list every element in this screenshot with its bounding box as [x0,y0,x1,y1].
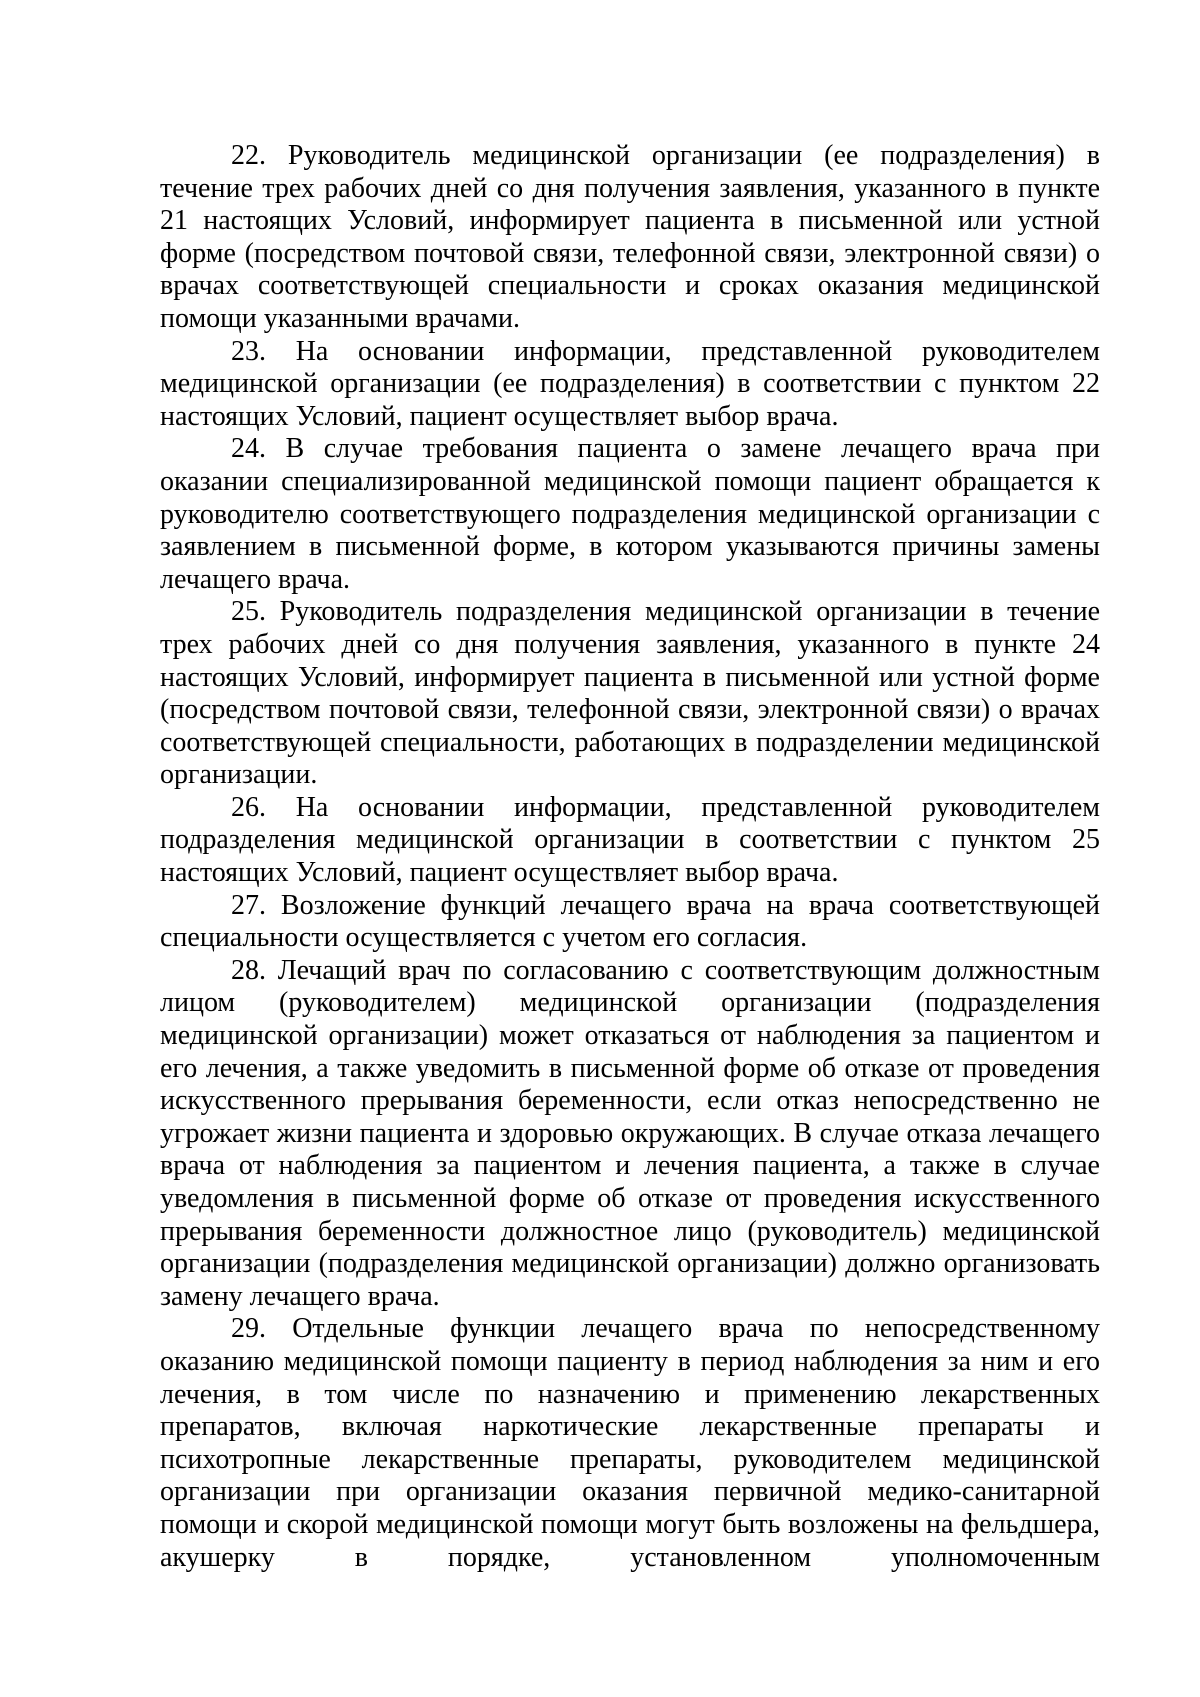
paragraph-22: 22. Руководитель медицинской организации (ее подразделения) в течение трех рабочих дней со дня получения заявления, указанного в пункте 21 настоящих Условий, информирует пациента в письменной или устной форме (посредством почтовой связи, телефонной связи, электронной связи) о врачах соответствующей специальности и сроках оказания медицинской помощи указанными врачами. [160,140,1100,334]
paragraph-24: 24. В случае требования пациента о замене лечащего врача при оказании специализированной медицинской помощи пациент обращается к руководителю соответствующего подразделения медицинской организации с заявлением в письменной форме, в котором указываются причины замены лечащего врача. [160,433,1100,595]
paragraph-23: 23. На основании информации, представленной руководителем медицинской организации (ее подразделения) в соответствии с пунктом 22 настоящих Условий, пациент осуществляет выбор врача. [160,335,1100,432]
paragraph-28: 28. Лечащий врач по согласованию с соответствующим должностным лицом (руководителем) медицинской организации (подразделения медицинской организации) может отказаться от наблюдения за пациентом и его лечения, а также уведомить в письменной форме об отказе от проведения искусственного прерывания беременности, если отказ непосредственно не угрожает жизни пациента и здоровью окружающих. В случае отказа лечащего врача от наблюдения за пациентом и лечения пациента, а также в случае уведомления в письменной форме об отказе от проведения искусственного прерывания беременности должностное лицо (руководитель) медицинской организации (подразделения медицинской организации) должно организовать замену лечащего врача. [160,954,1100,1312]
paragraph-29: 29. Отдельные функции лечащего врача по непосредственному оказанию медицинской помощи пациенту в период наблюдения за ним и его лечения, в том числе по назначению и применению лекарственных препаратов, включая наркотические лекарственные препараты и психотропные лекарственные препараты, руководителем медицинской организации при организации оказания первичной медико-санитарной помощи и скорой медицинской помощи могут быть возложены на фельдшера, акушерку в порядке, установленном уполномоченным [160,1313,1100,1573]
paragraph-26: 26. На основании информации, представленной руководителем подразделения медицинской организации в соответствии с пунктом 25 настоящих Условий, пациент осуществляет выбор врача. [160,791,1100,889]
document-body [160,140,1100,1574]
paragraph-27: 27. Возложение функций лечащего врача на врача соответствующей специальности осуществляется с учетом его согласия. [160,889,1100,954]
paragraph-25: 25. Руководитель подразделения медицинской организации в течение трех рабочих дней со дня получения заявления, указанного в пункте 24 настоящих Условий, информирует пациента в письменной или устной форме (посредством почтовой связи, телефонной связи, электронной связи) о врачах соответствующей специальности, работающих в подразделении медицинской организации. [160,596,1100,791]
